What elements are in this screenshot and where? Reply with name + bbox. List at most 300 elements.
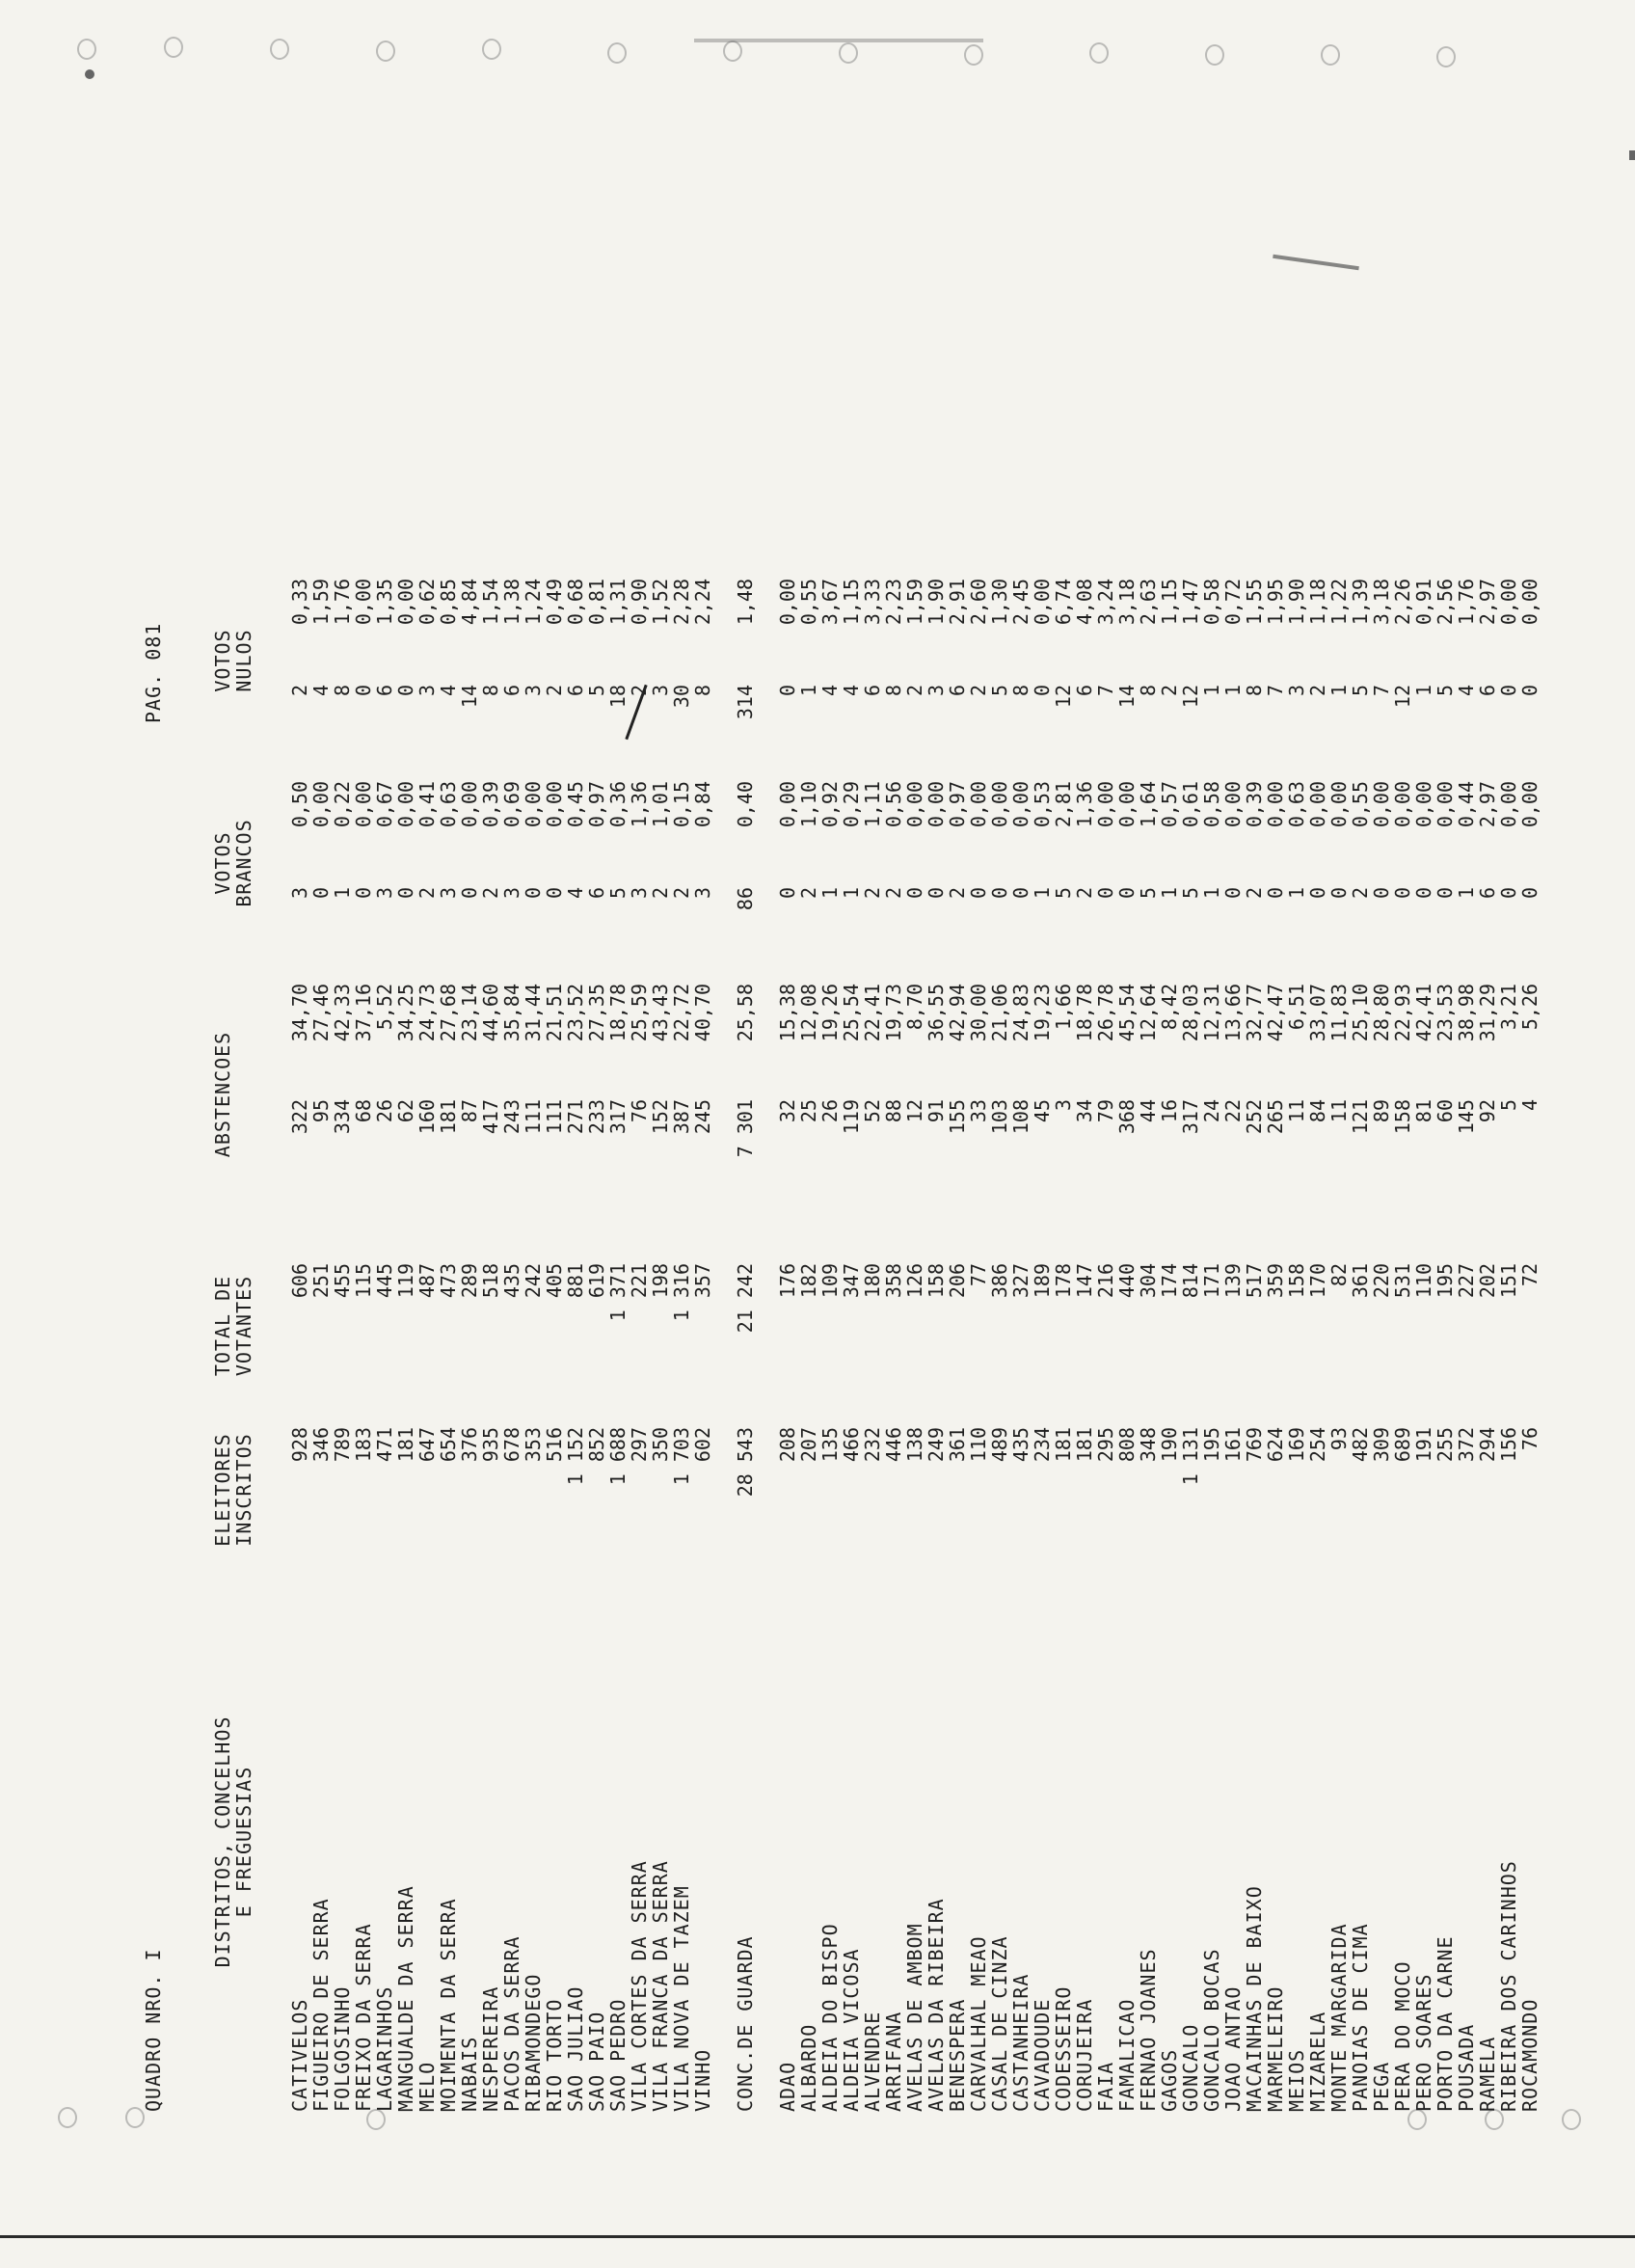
- cell-ele: 181: [1073, 1427, 1096, 1463]
- cell-abs-p: 21,51: [543, 984, 566, 1042]
- cell-nu-p: 0,85: [437, 579, 460, 626]
- cell-abs-n: 4: [1518, 1099, 1541, 1112]
- cell-br-p: 0,00: [1306, 781, 1329, 828]
- cell-ele: 28 543: [734, 1427, 757, 1498]
- col-header-eleitores: ELEITORES INSCRITOS: [211, 1433, 255, 1547]
- cell-nu-p: 2,23: [882, 579, 905, 626]
- cell-vot: 435: [500, 1263, 523, 1299]
- cell-br-n: 3: [437, 887, 460, 900]
- cell-nu-p: 0,58: [1200, 579, 1223, 626]
- cell-vot: 206: [946, 1263, 969, 1299]
- cell-br-p: 0,45: [564, 781, 587, 828]
- cell-name: CASAL DE CINZA: [988, 1935, 1011, 2112]
- total-row: [735, 106, 756, 2131]
- feed-hole: [77, 39, 96, 60]
- cell-nu-n: 6: [564, 685, 587, 697]
- table-row: [523, 106, 544, 2131]
- cell-abs-p: 35,84: [500, 984, 523, 1042]
- cell-br-n: 0: [309, 887, 333, 900]
- cell-name: LAGARINHOS: [373, 1985, 396, 2112]
- cell-nu-p: 1,18: [1306, 579, 1329, 626]
- table-row: [1286, 106, 1307, 2131]
- cell-nu-n: 18: [606, 685, 630, 709]
- cell-nu-n: 2: [967, 685, 990, 697]
- table-row: [1307, 106, 1328, 2131]
- cell-abs-n: 87: [458, 1099, 481, 1123]
- table-row: [989, 106, 1010, 2131]
- cell-name: MARMELEIRO: [1264, 1985, 1287, 2112]
- cell-br-p: 0,97: [946, 781, 969, 828]
- cell-abs-p: 22,93: [1391, 984, 1414, 1042]
- cell-ele: 156: [1497, 1427, 1520, 1463]
- print-dot: [85, 69, 94, 79]
- cell-abs-n: 95: [309, 1099, 333, 1123]
- cell-nu-p: 3,18: [1370, 579, 1393, 626]
- cell-abs-n: 243: [500, 1099, 523, 1135]
- cell-br-p: 0,22: [331, 781, 354, 828]
- page-bottom-rule: [0, 2235, 1635, 2238]
- cell-ele: 234: [1031, 1427, 1054, 1463]
- cell-ele: 254: [1306, 1427, 1329, 1463]
- cell-nu-p: 0,90: [628, 579, 651, 626]
- cell-name: ROCAMONDO: [1518, 1998, 1541, 2112]
- cell-name: NABAIS: [458, 2036, 481, 2112]
- cell-name: POUSADA: [1455, 2023, 1478, 2112]
- cell-nu-p: 0,33: [288, 579, 311, 626]
- cell-br-p: 0,39: [479, 781, 502, 828]
- cell-nu-p: 2,60: [967, 579, 990, 626]
- cell-vot: 1 316: [670, 1263, 693, 1322]
- table-row: [968, 106, 989, 2131]
- cell-abs-n: 33: [967, 1099, 990, 1123]
- table-row: [416, 106, 438, 2131]
- cell-br-p: 0,00: [522, 781, 545, 828]
- cell-nu-p: 0,49: [543, 579, 566, 626]
- cell-ele: 376: [458, 1427, 481, 1463]
- cell-nu-p: 0,55: [797, 579, 820, 626]
- cell-abs-n: 84: [1306, 1099, 1329, 1123]
- cell-name: PERA DO MOCO: [1391, 1960, 1414, 2112]
- cell-nu-p: 1,59: [903, 579, 926, 626]
- cell-abs-p: 44,60: [479, 984, 502, 1042]
- cell-br-p: 0,36: [606, 781, 630, 828]
- cell-nu-n: 8: [691, 685, 714, 697]
- cell-name: SAO PEDRO: [606, 1998, 630, 2112]
- cell-vot: 619: [585, 1263, 608, 1299]
- cell-ele: 353: [522, 1427, 545, 1463]
- cell-br-p: 0,00: [1518, 781, 1541, 828]
- cell-abs-n: 111: [522, 1099, 545, 1135]
- cell-br-p: 0,00: [903, 781, 926, 828]
- cell-br-p: 0,50: [288, 781, 311, 828]
- cell-abs-p: 19,73: [882, 984, 905, 1042]
- cell-abs-p: 45,54: [1115, 984, 1139, 1042]
- cell-ele: 295: [1094, 1427, 1117, 1463]
- cell-br-n: 0: [1327, 887, 1351, 900]
- cell-nu-p: 2,45: [1009, 579, 1032, 626]
- feed-hole: [482, 39, 501, 60]
- cell-br-p: 0,63: [437, 781, 460, 828]
- cell-ele: 207: [797, 1427, 820, 1463]
- table-row: [438, 106, 459, 2131]
- cell-name: RIO TORTO: [543, 1998, 566, 2112]
- cell-name: GAGOS: [1158, 2048, 1181, 2112]
- cell-br-p: 0,97: [585, 781, 608, 828]
- table-row: [565, 106, 586, 2131]
- cell-nu-n: 8: [1009, 685, 1032, 697]
- cell-name: RIBAMONDEGO: [522, 1973, 545, 2112]
- cell-ele: 647: [415, 1427, 439, 1463]
- cell-nu-n: 3: [1285, 685, 1308, 697]
- table-row: [1413, 106, 1434, 2131]
- cell-abs-p: 31,29: [1476, 984, 1499, 1042]
- cell-br-n: 5: [606, 887, 630, 900]
- cell-br-n: 1: [1158, 887, 1181, 900]
- table-row: [1201, 106, 1222, 2131]
- cell-vot: 158: [925, 1263, 948, 1299]
- cell-br-n: 0: [903, 887, 926, 900]
- cell-abs-n: 265: [1264, 1099, 1287, 1135]
- cell-br-n: 2: [649, 887, 672, 900]
- cell-nu-n: 3: [925, 685, 948, 697]
- table-row: [1159, 106, 1180, 2131]
- cell-abs-n: 103: [988, 1099, 1011, 1135]
- cell-abs-p: 23,14: [458, 984, 481, 1042]
- cell-br-n: 0: [1497, 887, 1520, 900]
- cell-br-n: 86: [734, 887, 757, 911]
- cell-abs-p: 28,80: [1370, 984, 1393, 1042]
- print-dot: [1629, 150, 1635, 160]
- cell-abs-p: 3,21: [1497, 984, 1520, 1031]
- cell-vot: 445: [373, 1263, 396, 1299]
- table-row: [841, 106, 862, 2131]
- cell-br-p: 0,00: [967, 781, 990, 828]
- table-row: [459, 106, 480, 2131]
- cell-nu-n: 7: [1370, 685, 1393, 697]
- feed-hole: [1321, 44, 1340, 66]
- cell-br-n: 5: [1179, 887, 1202, 900]
- cell-nu-p: 1,55: [1243, 579, 1266, 626]
- cell-name: BENESPERA: [946, 1998, 969, 2112]
- cell-nu-n: 1: [1200, 685, 1223, 697]
- cell-abs-p: 32,77: [1243, 984, 1266, 1042]
- cell-nu-n: 3: [522, 685, 545, 697]
- cell-abs-p: 42,47: [1264, 984, 1287, 1042]
- cell-br-p: 0,00: [776, 781, 799, 828]
- cell-abs-n: 24: [1200, 1099, 1223, 1123]
- cell-abs-n: 34: [1073, 1099, 1096, 1123]
- cell-br-p: 0,00: [1221, 781, 1245, 828]
- cell-nu-p: 1,76: [1455, 579, 1478, 626]
- cell-vot: 139: [1221, 1263, 1245, 1299]
- cell-abs-n: 26: [373, 1099, 396, 1123]
- table-row: [1392, 106, 1413, 2131]
- cell-br-n: 0: [458, 887, 481, 900]
- cell-ele: 446: [882, 1427, 905, 1463]
- table-row: [1244, 106, 1265, 2131]
- cell-abs-n: 44: [1137, 1099, 1160, 1123]
- table-row: [586, 106, 607, 2131]
- table-row: [904, 106, 925, 2131]
- cell-nu-p: 4,08: [1073, 579, 1096, 626]
- cell-name: PEGA: [1370, 2061, 1393, 2112]
- cell-ele: 689: [1391, 1427, 1414, 1463]
- cell-nu-p: 0,68: [564, 579, 587, 626]
- cell-name: AVELAS DA RIBEIRA: [925, 1898, 948, 2112]
- cell-vot: 304: [1137, 1263, 1160, 1299]
- cell-nu-n: 2: [628, 685, 651, 697]
- cell-nu-p: 3,33: [861, 579, 884, 626]
- cell-nu-p: 1,95: [1264, 579, 1287, 626]
- cell-ele: 208: [776, 1427, 799, 1463]
- cell-vot: 814: [1179, 1263, 1202, 1299]
- cell-br-n: 2: [670, 887, 693, 900]
- cell-abs-p: 18,78: [1073, 984, 1096, 1042]
- cell-br-p: 0,00: [543, 781, 566, 828]
- cell-br-p: 0,00: [1115, 781, 1139, 828]
- cell-br-n: 1: [818, 887, 842, 900]
- cell-abs-p: 12,08: [797, 984, 820, 1042]
- table-row: [1032, 106, 1053, 2131]
- cell-ele: 489: [988, 1427, 1011, 1463]
- cell-ele: 808: [1115, 1427, 1139, 1463]
- cell-name: FREIXO DA SERRA: [352, 1923, 375, 2112]
- cell-abs-p: 28,03: [1179, 984, 1202, 1042]
- cell-br-n: 1: [1031, 887, 1054, 900]
- cell-br-p: 1,64: [1137, 781, 1160, 828]
- cell-ele: 1 703: [670, 1427, 693, 1486]
- col-header-nulos: VOTOS NULOS: [211, 629, 255, 692]
- cell-br-p: 0,00: [1009, 781, 1032, 828]
- cell-abs-n: 108: [1009, 1099, 1032, 1135]
- cell-vot: 109: [818, 1263, 842, 1299]
- cell-nu-p: 0,00: [394, 579, 417, 626]
- tractor-feed-holes-top: [67, 37, 1571, 75]
- cell-br-p: 0,00: [1327, 781, 1351, 828]
- cell-br-p: 0,00: [352, 781, 375, 828]
- cell-br-n: 5: [1137, 887, 1160, 900]
- cell-vot: 405: [543, 1263, 566, 1299]
- cell-vot: 251: [309, 1263, 333, 1299]
- cell-nu-n: 1: [1221, 685, 1245, 697]
- cell-abs-p: 43,43: [649, 984, 672, 1042]
- cell-abs-p: 21,06: [988, 984, 1011, 1042]
- cell-abs-n: 81: [1412, 1099, 1435, 1123]
- cell-nu-n: 4: [309, 685, 333, 697]
- cell-abs-n: 233: [585, 1099, 608, 1135]
- cell-br-p: 0,00: [988, 781, 1011, 828]
- cell-nu-p: 1,22: [1327, 579, 1351, 626]
- cell-vot: 126: [903, 1263, 926, 1299]
- cell-nu-n: 30: [670, 685, 693, 709]
- cell-br-n: 2: [1243, 887, 1266, 900]
- table-row: [798, 106, 819, 2131]
- feed-hole: [1205, 44, 1224, 66]
- cell-nu-p: 0,62: [415, 579, 439, 626]
- cell-br-n: 1: [1200, 887, 1223, 900]
- cell-abs-p: 25,58: [734, 984, 757, 1042]
- cell-br-p: 0,00: [925, 781, 948, 828]
- cell-abs-n: 52: [861, 1099, 884, 1123]
- cell-nu-n: 6: [946, 685, 969, 697]
- cell-abs-n: 60: [1434, 1099, 1457, 1123]
- cell-vot: 347: [840, 1263, 863, 1299]
- table-row: [1053, 106, 1074, 2131]
- cell-nu-p: 1,38: [500, 579, 523, 626]
- cell-vot: 358: [882, 1263, 905, 1299]
- cell-nu-n: 4: [818, 685, 842, 697]
- table-row: [501, 106, 523, 2131]
- cell-ele: 350: [649, 1427, 672, 1463]
- cell-ele: 297: [628, 1427, 651, 1463]
- cell-ele: 789: [331, 1427, 354, 1463]
- cell-abs-n: 271: [564, 1099, 587, 1135]
- cell-abs-p: 23,52: [564, 984, 587, 1042]
- cell-br-n: 0: [1412, 887, 1435, 900]
- cell-nu-n: 2: [903, 685, 926, 697]
- cell-name: ARRIFANA: [882, 2011, 905, 2112]
- table-row: [395, 106, 416, 2131]
- cell-name: VILA NOVA DE TAZEM: [670, 1885, 693, 2112]
- table-row: [1519, 106, 1541, 2131]
- cell-abs-p: 22,72: [670, 984, 693, 1042]
- cell-br-p: 0,40: [734, 781, 757, 828]
- cell-ele: 372: [1455, 1427, 1478, 1463]
- cell-name: SAO PAIO: [585, 2011, 608, 2112]
- cell-nu-n: 6: [373, 685, 396, 697]
- cell-nu-p: 0,00: [1497, 579, 1520, 626]
- cell-nu-n: 8: [882, 685, 905, 697]
- cell-abs-p: 27,46: [309, 984, 333, 1042]
- cell-name: ALDEIA VICOSA: [840, 1948, 863, 2112]
- cell-abs-n: 387: [670, 1099, 693, 1135]
- table-row: [1116, 106, 1138, 2131]
- results-table: [289, 106, 1541, 2131]
- cell-vot: 195: [1434, 1263, 1457, 1299]
- cell-vot: 531: [1391, 1263, 1414, 1299]
- cell-name: ADAO: [776, 2061, 799, 2112]
- cell-name: CAVADOUDE: [1031, 1998, 1054, 2112]
- cell-nu-n: 3: [415, 685, 439, 697]
- cell-br-p: 0,39: [1243, 781, 1266, 828]
- cell-abs-n: 152: [649, 1099, 672, 1135]
- cell-br-n: 3: [500, 887, 523, 900]
- feed-hole: [964, 44, 983, 66]
- cell-vot: 517: [1243, 1263, 1266, 1299]
- cell-abs-p: 5,26: [1518, 984, 1541, 1031]
- table-row: [1350, 106, 1371, 2131]
- cell-abs-n: 252: [1243, 1099, 1266, 1135]
- cell-name: CASTANHEIRA: [1009, 1973, 1032, 2112]
- cell-nu-p: 0,91: [1412, 579, 1435, 626]
- cell-ele: 466: [840, 1427, 863, 1463]
- table-row: [947, 106, 968, 2131]
- cell-abs-n: 79: [1094, 1099, 1117, 1123]
- cell-abs-n: 181: [437, 1099, 460, 1135]
- table-row: [925, 106, 947, 2131]
- cell-nu-n: 2: [1158, 685, 1181, 697]
- cell-br-p: 0,56: [882, 781, 905, 828]
- cell-abs-n: 68: [352, 1099, 375, 1123]
- cell-vot: 357: [691, 1263, 714, 1299]
- cell-abs-p: 30,00: [967, 984, 990, 1042]
- feed-hole: [723, 40, 742, 62]
- cell-ele: 195: [1200, 1427, 1223, 1463]
- cell-ele: 191: [1412, 1427, 1435, 1463]
- cell-nu-p: 1,31: [606, 579, 630, 626]
- print-smudge: [694, 39, 983, 42]
- cell-br-n: 0: [522, 887, 545, 900]
- cell-vot: 473: [437, 1263, 460, 1299]
- cell-nu-p: 1,39: [1349, 579, 1372, 626]
- cell-vot: 242: [522, 1263, 545, 1299]
- cell-vot: 327: [1009, 1263, 1032, 1299]
- cell-br-p: 0,29: [840, 781, 863, 828]
- cell-nu-n: 14: [1115, 685, 1139, 709]
- cell-br-p: 1,36: [1073, 781, 1096, 828]
- cell-nu-n: 4: [1455, 685, 1478, 697]
- cell-br-n: 1: [331, 887, 354, 900]
- table-row: [1010, 106, 1032, 2131]
- cell-ele: 135: [818, 1427, 842, 1463]
- cell-vot: 221: [628, 1263, 651, 1299]
- cell-nu-p: 2,97: [1476, 579, 1499, 626]
- cell-nu-n: 8: [1243, 685, 1266, 697]
- cell-ele: 181: [1052, 1427, 1075, 1463]
- cell-vot: 147: [1073, 1263, 1096, 1299]
- cell-name: MELO: [415, 2061, 439, 2112]
- cell-abs-p: 24,83: [1009, 984, 1032, 1042]
- cell-br-n: 0: [1306, 887, 1329, 900]
- table-row: [1222, 106, 1244, 2131]
- cell-nu-n: 12: [1391, 685, 1414, 709]
- cell-abs-p: 1,66: [1052, 984, 1075, 1031]
- cell-nu-n: 5: [1434, 685, 1457, 697]
- cell-br-n: 0: [1221, 887, 1245, 900]
- cell-abs-n: 7 301: [734, 1099, 757, 1158]
- cell-abs-p: 12,31: [1200, 984, 1223, 1042]
- cell-abs-n: 12: [903, 1099, 926, 1123]
- cell-abs-n: 145: [1455, 1099, 1478, 1135]
- cell-ele: 602: [691, 1427, 714, 1463]
- cell-nu-p: 3,18: [1115, 579, 1139, 626]
- cell-nu-n: 0: [394, 685, 417, 697]
- cell-name: FERNAO JOANES: [1137, 1948, 1160, 2112]
- cell-nu-p: 1,90: [925, 579, 948, 626]
- cell-abs-p: 26,78: [1094, 984, 1117, 1042]
- cell-name: MEIOS: [1285, 2048, 1308, 2112]
- cell-vot: 202: [1476, 1263, 1499, 1299]
- cell-abs-p: 19,23: [1031, 984, 1054, 1042]
- cell-br-n: 0: [1009, 887, 1032, 900]
- cell-abs-n: 158: [1391, 1099, 1414, 1135]
- cell-nu-n: 4: [437, 685, 460, 697]
- table-row: [1456, 106, 1477, 2131]
- cell-abs-n: 25: [797, 1099, 820, 1123]
- cell-vot: 115: [352, 1263, 375, 1299]
- cell-vot: 151: [1497, 1263, 1520, 1299]
- cell-nu-p: 2,63: [1137, 579, 1160, 626]
- cell-nu-n: 12: [1052, 685, 1075, 709]
- cell-br-n: 4: [564, 887, 587, 900]
- cell-br-n: 2: [797, 887, 820, 900]
- cell-name: RIBEIRA DOS CARINHOS: [1497, 1860, 1520, 2112]
- cell-nu-n: 0: [352, 685, 375, 697]
- cell-br-p: 0,61: [1179, 781, 1202, 828]
- table-row: [671, 106, 692, 2131]
- cell-br-p: 0,15: [670, 781, 693, 828]
- table-row: [1498, 106, 1519, 2131]
